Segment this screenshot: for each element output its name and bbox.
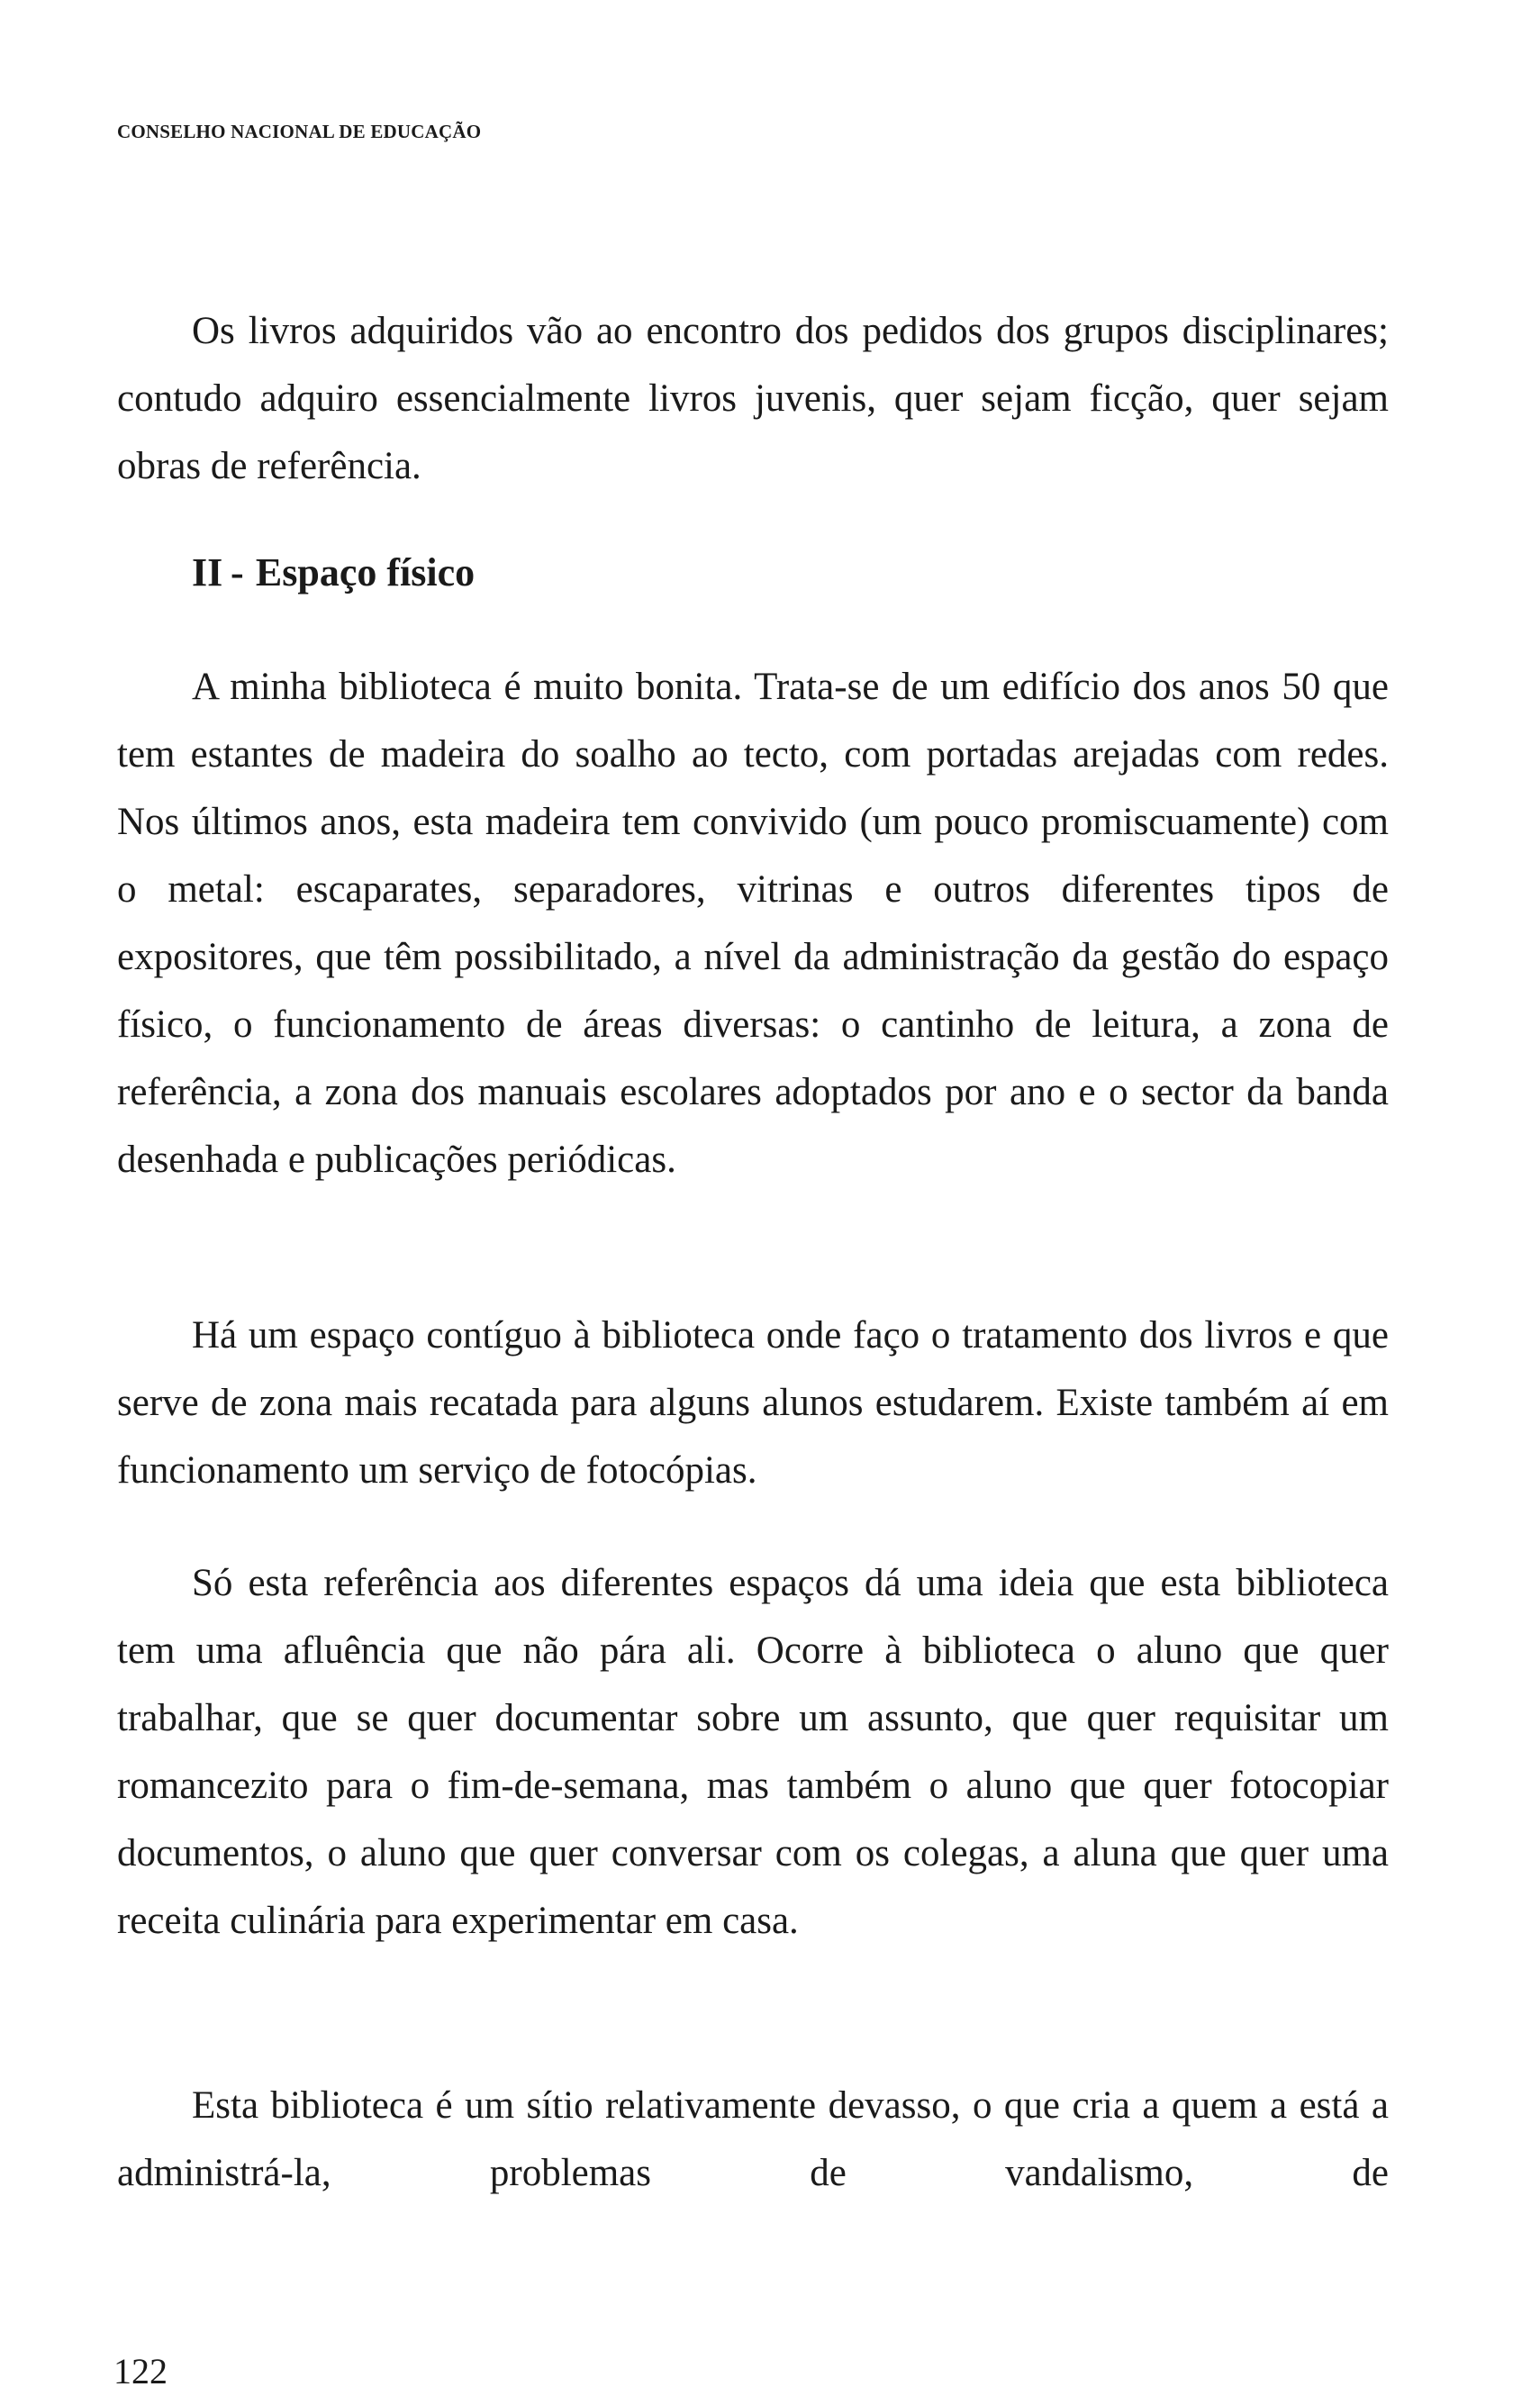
- paragraph-library-description: A minha biblioteca é muito bonita. Trata-se de um edifício dos anos 50 que tem estantes de madeira do soalho ao tecto, com portadas arejadas com redes. Nos últimos anos, esta madeira tem convivido (um pouco promiscuamente) com o metal: escaparates, separadores, vitrinas e outros diferentes tipos de expositores, que têm possibilitado, a nível da administração da gestão do espaço físico, o funcionamento de áreas diversas: o cantinho de leitura, a zona de referência, a zona dos manuais escolares adoptados por ano e o sector da banda desenhada e publicações periódicas.: [117, 666, 1389, 1181]
- paragraph-vandalism: Esta biblioteca é um sítio relativamente devasso, o que cria a quem a está a administrá-la, problemas de vandalismo, de: [117, 2084, 1389, 2194]
- section-title: Espaço físico: [255, 550, 476, 594]
- paragraph-library-use: Só esta referência aos diferentes espaços dá uma ideia que esta biblioteca tem uma afluência que não pára ali. Ocorre à biblioteca o aluno que quer trabalhar, que se quer documentar sobre um assunto, que quer requisitar um romancezito para o fim-de-semana, mas também o aluno que quer fotocopiar documentos, o aluno que quer conversar com os colegas, a aluna que quer uma receita culinária para experimentar em casa.: [117, 1562, 1389, 1942]
- running-header: CONSELHO NACIONAL DE EDUCAÇÃO: [117, 121, 482, 142]
- section-number: II: [192, 550, 223, 594]
- paragraph-adjacent-space: Há um espaço contíguo à biblioteca onde faço o tratamento dos livros e que serve de zona mais recatada para alguns alunos estudarem. Existe também aí em funcionamento um serviço de fotocópias.: [117, 1314, 1389, 1492]
- page-number: 122: [113, 2351, 168, 2391]
- paragraph-acquired-books: Os livros adquiridos vão ao encontro dos pedidos dos grupos disciplinares; contudo adquiro essencialmente livros juvenis, quer sejam ficção, quer sejam obras de referência.: [117, 310, 1389, 487]
- section-heading: [192, 539, 475, 606]
- section-separator: -: [231, 550, 244, 594]
